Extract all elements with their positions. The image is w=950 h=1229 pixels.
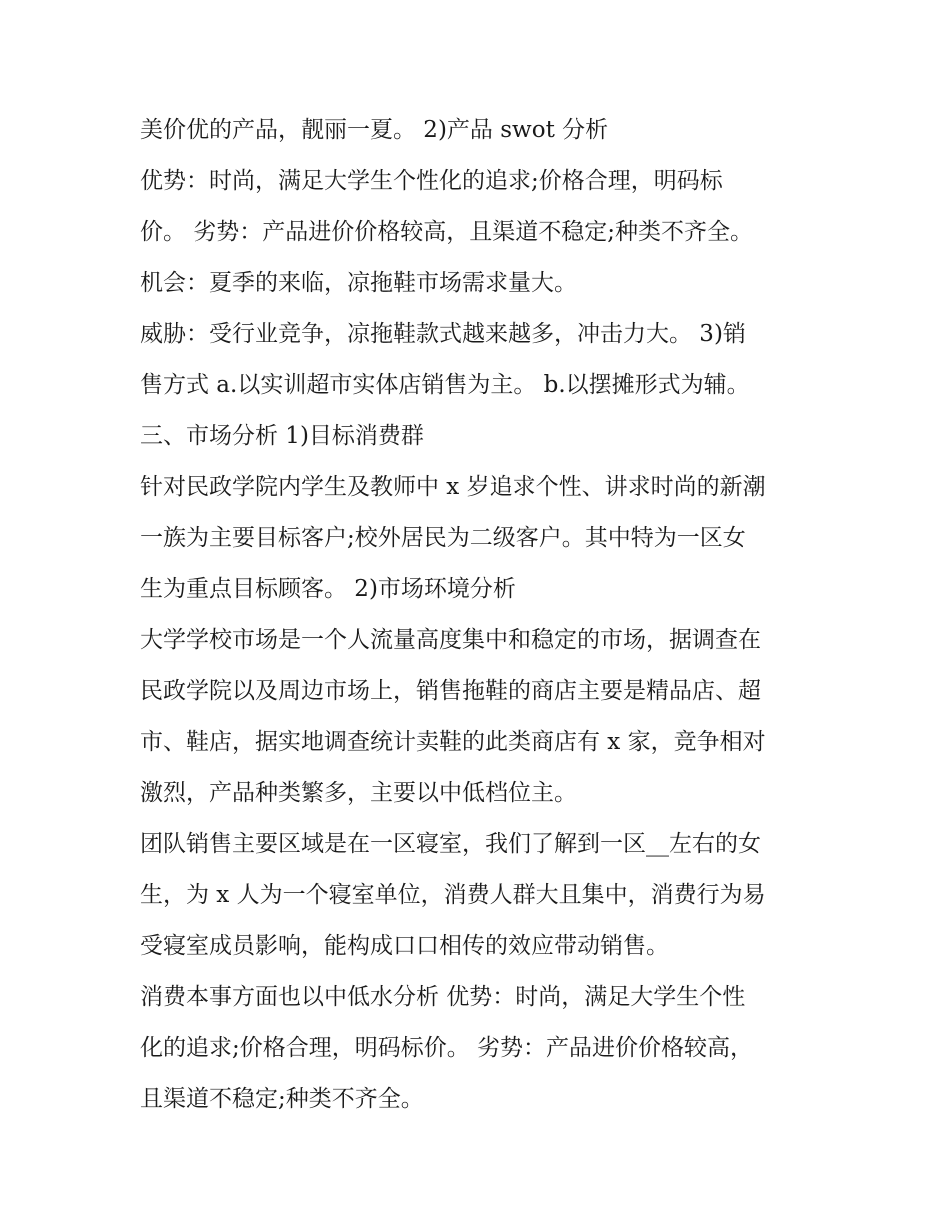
text-line: 美价优的产品，靓丽一夏。 2)产品 swot 分析 — [140, 117, 609, 143]
text-line: 激烈，产品种类繁多，主要以中低档位主。 — [140, 780, 577, 806]
text-line: 生，为 x 人为一个寝室单位，消费人群大且集中，消费行为易 — [140, 882, 766, 908]
text-line: 团队销售主要区域是在一区寝室，我们了解到一区__左右的女 — [140, 831, 761, 857]
text-line: 三、市场分析 1)目标消费群 — [140, 423, 424, 449]
text-line: 威胁：受行业竞争，凉拖鞋款式越来越多，冲击力大。 3)销 — [140, 321, 746, 347]
text-line: 且渠道不稳定;种类不齐全。 — [140, 1086, 424, 1112]
text-line: 价。 劣势：产品进价价格较高，且渠道不稳定;种类不齐全。 — [140, 219, 754, 245]
text-line: 大学学校市场是一个人流量高度集中和稳定的市场，据调查在 — [140, 627, 761, 653]
text-line: 优势：时尚，满足大学生个性化的追求;价格合理，明码标 — [140, 168, 723, 194]
text-line: 售方式 a.以实训超市实体店销售为主。 b.以摆摊形式为辅。 — [140, 372, 750, 398]
text-line: 一族为主要目标客户;校外居民为二级客户。其中特为一区女 — [140, 525, 746, 551]
text-line: 市、鞋店，据实地调查统计卖鞋的此类商店有 x 家，竞争相对 — [140, 729, 766, 755]
text-line: 受寝室成员影响，能构成口口相传的效应带动销售。 — [140, 933, 669, 959]
text-line: 针对民政学院内学生及教师中 x 岁追求个性、讲求时尚的新潮 — [140, 474, 766, 500]
body-text — [140, 108, 820, 1128]
text-line: 民政学院以及周边市场上，销售拖鞋的商店主要是精品店、超 — [140, 678, 761, 704]
text-line: 机会：夏季的来临，凉拖鞋市场需求量大。 — [140, 270, 577, 296]
text-line: 消费本事方面也以中低水分析 优势：时尚，满足大学生个性 — [140, 984, 746, 1010]
text-line: 化的追求;价格合理，明码标价。 劣势：产品进价价格较高， — [140, 1035, 754, 1061]
text-line: 生为重点目标顾客。 2)市场环境分析 — [140, 576, 516, 602]
